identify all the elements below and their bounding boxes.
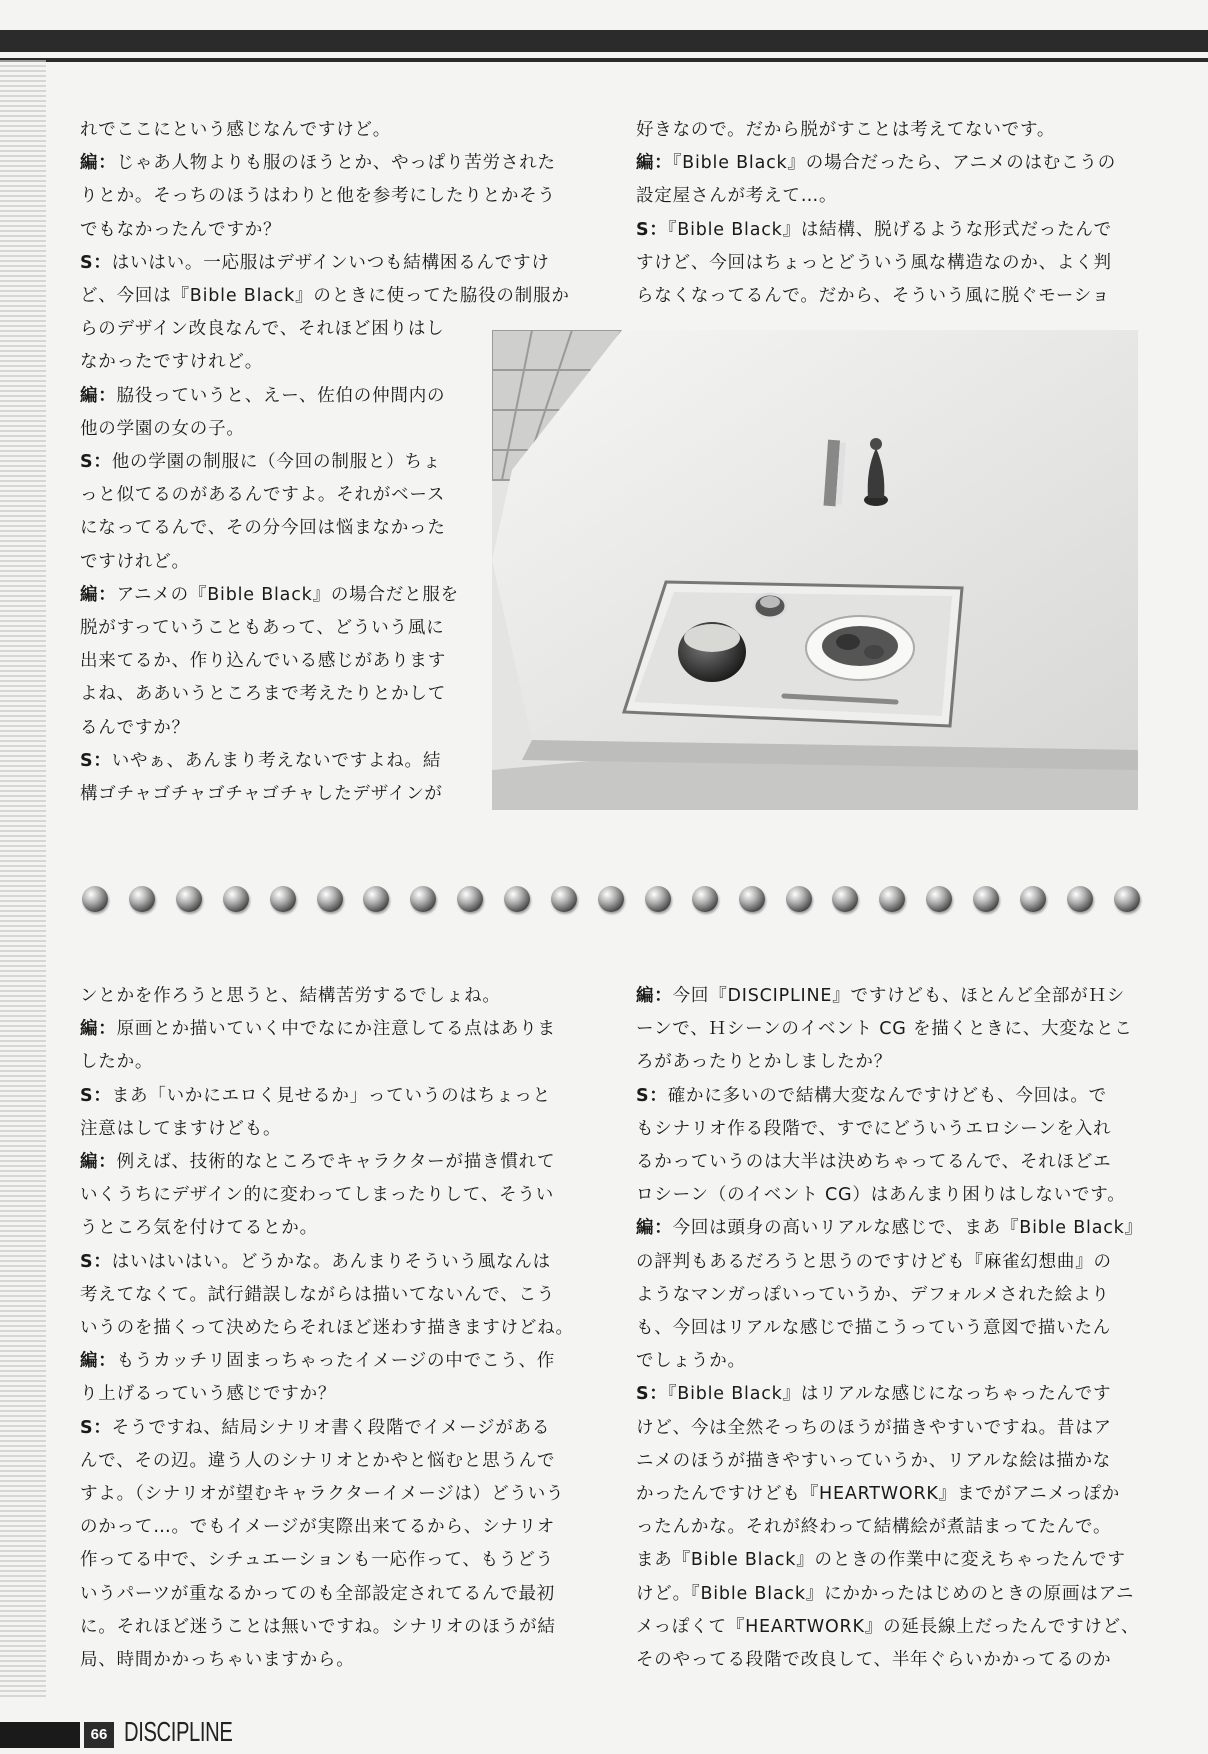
- text-line: [80, 1080, 574, 1113]
- line-text: 脇役っていうと、えー、佐伯の仲間内の: [116, 385, 446, 406]
- line-text: っと似てるのがあるんですよ。それがベース: [80, 485, 446, 506]
- text-line: [636, 1378, 1143, 1411]
- line-text: りとか。そっちのほうはわりと他を参考にしたりとかそう: [80, 186, 556, 207]
- divider-dot: [926, 886, 952, 912]
- line-text: じゃあ人物よりも服のほうとか、やっぱり苦労された: [116, 153, 556, 174]
- line-text: したか。: [80, 1052, 154, 1073]
- line-text: 今回『DISCIPLINE』ですけども、ほとんど全部がＨシ: [672, 986, 1126, 1006]
- text-line: [636, 1246, 1143, 1279]
- speaker-label: 編：: [80, 153, 117, 174]
- line-text: はいはい。一応服はデザインいつも結構困るんですけ: [111, 252, 550, 273]
- text-line: [636, 1046, 1143, 1079]
- line-text: 好きなので。だから脱がすことは考えてないです。: [636, 120, 1056, 140]
- text-column-top-right: [636, 114, 1116, 313]
- speaker-label: 編：: [80, 385, 117, 406]
- text-column-bottom-left: [80, 980, 574, 1677]
- speaker-label: 編：: [636, 986, 673, 1006]
- text-line: [636, 1279, 1143, 1312]
- text-column-bottom-right: [636, 980, 1143, 1677]
- text-line: [80, 180, 570, 213]
- speaker-label: S：: [80, 252, 112, 273]
- text-line: [80, 1511, 574, 1544]
- text-line: [80, 980, 574, 1013]
- line-text: 例えば、技術的なところでキャラクターが描き慣れて: [116, 1152, 556, 1173]
- divider-dot: [223, 886, 249, 912]
- line-text: も、今回はリアルな感じで描こうっていう意図で描いたん: [636, 1318, 1112, 1339]
- line-text: 『Bible Black』の場合だったら、アニメのはむこうの: [672, 153, 1116, 174]
- divider-dot: [1067, 886, 1093, 912]
- speaker-label: 編：: [636, 153, 673, 174]
- text-line: [80, 1279, 574, 1312]
- text-line: [80, 1246, 574, 1279]
- cafeteria-table-illustration: [492, 330, 1138, 810]
- text-line: [636, 1578, 1143, 1611]
- line-text: ようなマンガっぽいっていうか、デフォルメされた絵より: [636, 1284, 1110, 1305]
- line-text: いうパーツが重なるかってのも全部設定されてるんで最初: [80, 1583, 556, 1604]
- line-text: るんですか？: [80, 717, 190, 738]
- line-text: に。それほど迷うことは無いですね。シナリオのほうが結: [80, 1616, 556, 1637]
- line-text: 注意はしてますけども。: [80, 1118, 282, 1139]
- divider-dot: [457, 886, 483, 912]
- divider-dot: [410, 886, 436, 912]
- text-line: [636, 1611, 1143, 1644]
- text-line: [80, 1046, 574, 1079]
- divider-dot: [786, 886, 812, 912]
- margin-stripe-decoration: [0, 60, 46, 1700]
- text-line: [636, 180, 1116, 213]
- line-text: ど、今回は『Bible Black』のときに使ってた脇役の制服か: [80, 286, 570, 307]
- line-text: らなくなってるんで。だから、そういう風に脱ぐモーショ: [636, 286, 1111, 307]
- line-text: ーンで、Ｈシーンのイベント CG を描くときに、大変なとこ: [636, 1019, 1133, 1040]
- text-line: [636, 1478, 1143, 1511]
- divider-dot: [832, 886, 858, 912]
- text-line: [636, 1345, 1143, 1378]
- text-line: [636, 1511, 1143, 1544]
- text-line: [636, 1312, 1143, 1345]
- speaker-label: 編：: [80, 1019, 117, 1040]
- text-line: [636, 1412, 1143, 1445]
- text-line: [636, 1179, 1143, 1212]
- divider-dot: [363, 886, 389, 912]
- line-text: 考えてなくて。試行錯誤しながらは描いてないんで、こう: [80, 1284, 556, 1305]
- text-line: [80, 1345, 574, 1378]
- text-line: [636, 147, 1116, 180]
- text-line: [636, 980, 1143, 1013]
- line-text: ろがあったりとかしましたか？: [636, 1052, 893, 1073]
- text-line: [636, 1445, 1143, 1478]
- line-text: ったんかな。それが終わって結構絵が煮詰まってたんで。: [636, 1517, 1112, 1538]
- line-text: そうですね、結局シナリオ書く段階でイメージがある: [111, 1417, 551, 1438]
- text-line: [636, 1113, 1143, 1146]
- line-text: すけど、今回はちょっとどういう風な構造なのか、よく判: [636, 252, 1112, 273]
- line-text: もうカッチリ固まっちゃったイメージの中でこう、作: [116, 1351, 556, 1372]
- divider-dot: [645, 886, 671, 912]
- divider-dot: [176, 886, 202, 912]
- divider-dot: [598, 886, 624, 912]
- line-text: いくうちにデザイン的に変わってしまったりして、そうい: [80, 1185, 555, 1206]
- divider-dot: [692, 886, 718, 912]
- text-line: [80, 1644, 574, 1677]
- line-text: 脱がすっていうこともあって、どういう風に: [80, 618, 445, 639]
- line-text: でもなかったんですか？: [80, 219, 282, 240]
- divider-dot: [879, 886, 905, 912]
- text-line: [80, 1445, 574, 1478]
- divider-dot: [739, 886, 765, 912]
- speaker-label: S：: [80, 1085, 112, 1106]
- line-text: はいはいはい。どうかな。あんまりそういう風なんは: [111, 1251, 551, 1272]
- line-text: んで、その辺。違う人のシナリオとかやと悩むと思うんで: [80, 1450, 556, 1471]
- text-line: [80, 1544, 574, 1577]
- footer-bar: [0, 1722, 80, 1748]
- text-line: [80, 1179, 574, 1212]
- line-text: もシナリオ作る段階で、すでにどういうエロシーンを入れ: [636, 1118, 1112, 1139]
- line-text: 作ってる中で、シチュエーションも一応作って、もうどう: [80, 1550, 554, 1571]
- line-text: り上げるっていう感じですか？: [80, 1384, 337, 1405]
- divider-dot: [973, 886, 999, 912]
- text-line: [80, 1146, 574, 1179]
- divider-dot: [1114, 886, 1140, 912]
- header-rule: [0, 58, 1208, 62]
- text-line: [80, 214, 570, 247]
- divider-dot: [270, 886, 296, 912]
- text-line: [80, 1013, 574, 1046]
- text-line: [80, 147, 570, 180]
- line-text: 他の学園の制服に（今回の制服と）ちょ: [111, 452, 442, 473]
- line-text: になってるんで、その分今回は悩まなかった: [80, 518, 446, 539]
- page-number: 66: [84, 1722, 114, 1748]
- text-line: [80, 1212, 574, 1245]
- text-line: [636, 214, 1116, 247]
- text-line: [636, 1212, 1143, 1245]
- line-text: かったんですけども『HEARTWORK』までがアニメっぽか: [636, 1484, 1121, 1505]
- line-text: らのデザイン改良なんで、それほど困りはし: [80, 319, 445, 340]
- divider-dot: [82, 886, 108, 912]
- text-line: [636, 247, 1116, 280]
- line-text: でしょうか。: [636, 1351, 746, 1372]
- speaker-label: S：: [80, 452, 112, 473]
- line-text: すよ。（シナリオが望むキャラクターイメージは）どういう: [80, 1484, 565, 1505]
- speaker-label: S：: [636, 1384, 668, 1405]
- line-text: るかっていうのは大半は決めちゃってるんで、それほどエ: [636, 1152, 1112, 1173]
- text-line: [80, 1378, 574, 1411]
- divider-dot: [129, 886, 155, 912]
- line-text: 他の学園の女の子。: [80, 418, 245, 439]
- text-line: [80, 280, 570, 313]
- line-text: れでここにという感じなんですけど。: [80, 120, 392, 140]
- speaker-label: 編：: [80, 584, 117, 605]
- line-text: 出来てるか、作り込んでいる感じがあります: [80, 651, 446, 672]
- line-text: 『Bible Black』はリアルな感じになっちゃったんです: [667, 1384, 1112, 1405]
- text-line: [636, 1544, 1143, 1577]
- speaker-label: S：: [80, 1251, 112, 1272]
- line-text: のかって…。でもイメージが実際出来てるから、シナリオ: [80, 1517, 556, 1538]
- line-text: ニメのほうが描きやすいっていうか、リアルな絵は描かな: [636, 1450, 1112, 1471]
- speaker-label: S：: [636, 219, 668, 240]
- line-text: 『Bible Black』は結構、脱げるような形式だったんで: [667, 219, 1112, 240]
- line-text: まあ「いかにエロく見せるか」っていうのはちょっと: [111, 1085, 551, 1106]
- line-text: いやぁ、あんまり考えないですよね。結: [111, 750, 442, 771]
- text-line: [80, 1113, 574, 1146]
- line-text: けど。『Bible Black』にかかったはじめのときの原画はアニ: [636, 1583, 1135, 1604]
- footer-title: DISCIPLINE: [124, 1716, 233, 1747]
- speaker-label: S：: [80, 750, 112, 771]
- speaker-label: S：: [636, 1085, 668, 1106]
- line-text: 構ゴチャゴチャゴチャゴチャしたデザインが: [80, 784, 443, 805]
- line-text: 設定屋さんが考えて…。: [636, 186, 838, 207]
- header-bar: [0, 30, 1208, 52]
- dot-divider: [82, 886, 1142, 916]
- speaker-label: S：: [80, 1417, 112, 1438]
- line-text: よね、ああいうところまで考えたりとかして: [80, 684, 446, 705]
- text-line: [636, 1644, 1143, 1677]
- divider-dot: [504, 886, 530, 912]
- text-line: [636, 1146, 1143, 1179]
- text-line: [80, 1478, 574, 1511]
- tray-on-table-image: [492, 330, 1138, 810]
- line-text: の評判もあるだろうと思うのですけども『麻雀幻想曲』の: [636, 1251, 1112, 1272]
- line-text: けど、今は全然そっちのほうが描きやすいですね。昔はア: [636, 1417, 1112, 1438]
- divider-dot: [551, 886, 577, 912]
- line-text: まあ『Bible Black』のときの作業中に変えちゃったんです: [636, 1550, 1126, 1571]
- text-line: [80, 1611, 574, 1644]
- line-text: 原画とか描いていく中でなにか注意してる点はありま: [116, 1019, 556, 1040]
- line-text: ロシーン（のイベント CG）はあんまり困りはしないです。: [636, 1185, 1126, 1206]
- text-line: [80, 114, 570, 147]
- text-line: [636, 114, 1116, 147]
- line-text: 今回は頭身の高いリアルな感じで、まあ『Bible Black』: [672, 1218, 1143, 1239]
- divider-dot: [1020, 886, 1046, 912]
- line-text: なかったですけれど。: [80, 352, 263, 373]
- divider-dot: [317, 886, 343, 912]
- line-text: 局、時間かかっちゃいますから。: [80, 1650, 355, 1671]
- line-text: うところ気を付けてるとか。: [80, 1218, 318, 1239]
- speaker-label: 編：: [80, 1351, 117, 1372]
- text-line: [80, 1578, 574, 1611]
- text-line: [636, 1080, 1143, 1113]
- line-text: ンとかを作ろうと思うと、結構苦労するでしょね。: [80, 986, 501, 1006]
- text-line: [636, 280, 1116, 313]
- line-text: そのやってる段階で改良して、半年ぐらいかかってるのか: [636, 1650, 1112, 1671]
- speaker-label: 編：: [636, 1218, 673, 1239]
- line-text: アニメの『Bible Black』の場合だと服を: [116, 584, 459, 605]
- speaker-label: 編：: [80, 1152, 117, 1173]
- text-line: [636, 1013, 1143, 1046]
- line-text: 確かに多いので結構大変なんですけども、今回は。で: [667, 1085, 1107, 1106]
- text-line: [80, 1412, 574, 1445]
- line-text: ですけれど。: [80, 551, 190, 572]
- text-line: [80, 1312, 574, 1345]
- text-line: [80, 247, 570, 280]
- line-text: いうのを描くって決めたらそれほど迷わす描きますけどね。: [80, 1318, 574, 1339]
- line-text: メっぽくて『HEARTWORK』の延長線上だったんですけど、: [636, 1616, 1140, 1637]
